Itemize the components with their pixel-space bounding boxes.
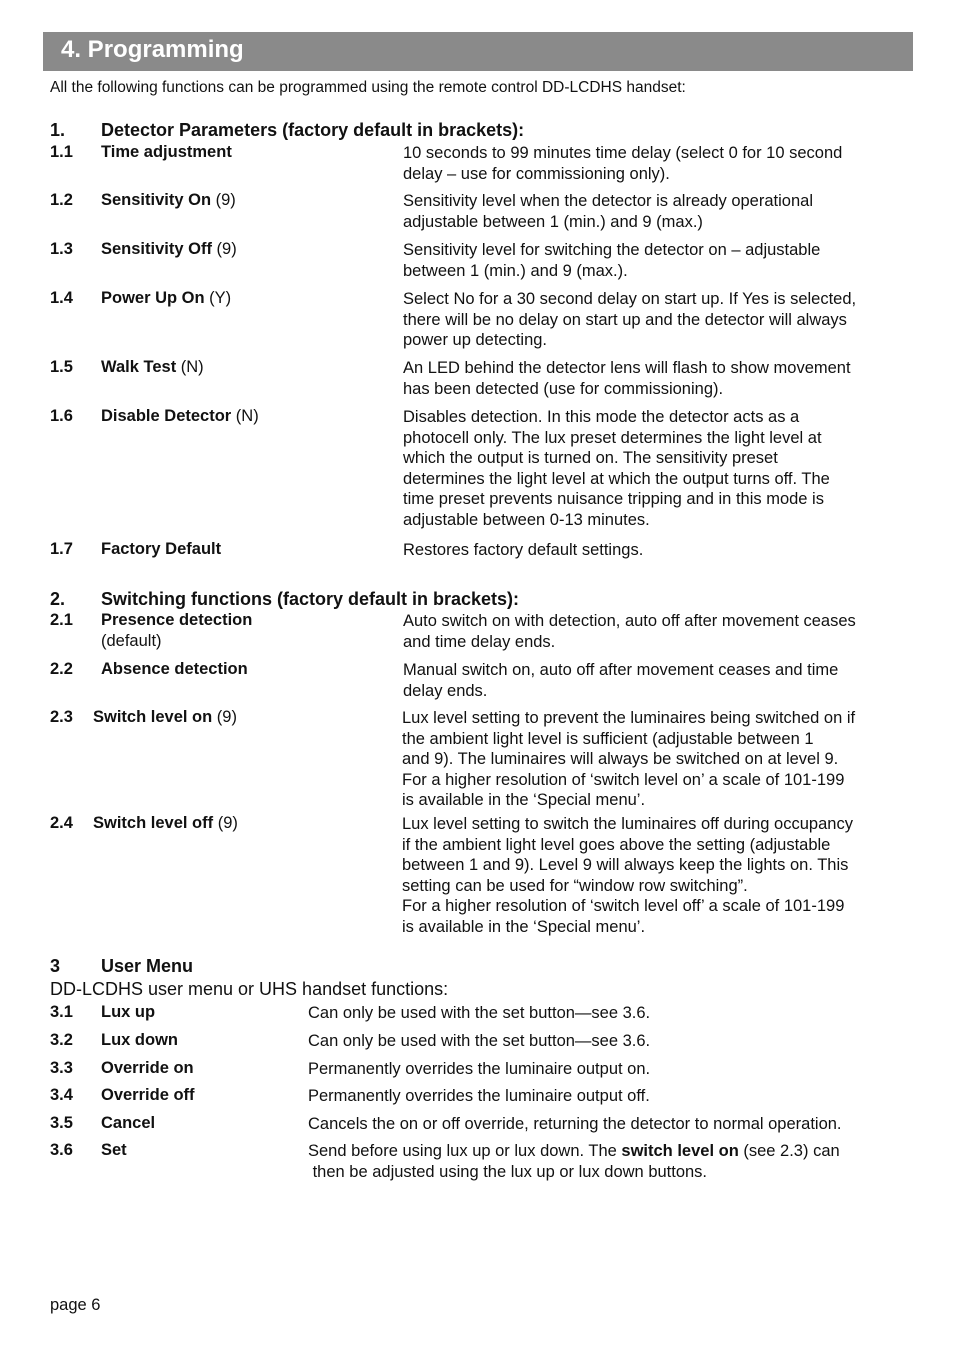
section-2-number: 2. [50, 589, 66, 609]
section-3-number: 3 [50, 956, 61, 976]
item-default-value: (N) [176, 358, 204, 376]
menu-item-number: 3.6 [50, 1141, 73, 1159]
section-2-title: Switching functions (factory default in brackets): [101, 589, 520, 609]
section-heading-bar [43, 32, 913, 71]
item-number: 2.2 [50, 660, 73, 678]
item-default-value: (Y) [204, 289, 232, 307]
item-label-text: Walk Test [101, 358, 177, 376]
item-label [101, 191, 236, 210]
menu-item-label: Lux down [101, 1031, 178, 1049]
item-default-value: (9) [211, 240, 237, 258]
section-3-title: User Menu [101, 956, 194, 976]
item-number: 1.6 [50, 407, 73, 425]
menu-item-label: Override on [101, 1059, 194, 1077]
item-description: Select No for a 30 second delay on start up. If Yes is selected, there will be no delay on start up and the detector will always power up detecting. [403, 290, 857, 349]
menu-item-label: Set [101, 1141, 127, 1159]
description-text: Send before using lux up or lux down. The [308, 1142, 622, 1160]
page-number: page 6 [50, 1296, 101, 1314]
menu-item-label: Lux up [101, 1003, 156, 1021]
item-label [101, 240, 237, 259]
item-description: Lux level setting to prevent the luminaires being switched on if the ambient light level is sufficient (adjustable between 1 and 9). The luminaires will always be switched on at level 9. For a higher resolution of ‘switch level on’ a scale of 101-199 is available in the ‘Special menu’. [402, 709, 856, 809]
menu-item-number: 3.4 [50, 1086, 73, 1104]
section-3-subtitle: DD-LCDHS user menu or UHS handset functions: [50, 979, 449, 999]
item-label [101, 407, 259, 426]
item-label [101, 289, 231, 308]
menu-item-label: Cancel [101, 1114, 156, 1132]
item-label-text: Power Up On [101, 289, 205, 307]
menu-item-description: Can only be used with the set button—see 3.6. [308, 1032, 651, 1050]
item-label-text: Sensitivity Off [101, 240, 212, 258]
item-default-value: (N) [231, 407, 259, 425]
menu-item-number: 3.2 [50, 1031, 73, 1049]
menu-item-number: 3.5 [50, 1114, 73, 1132]
item-number: 1.4 [50, 289, 73, 307]
menu-item-description: Permanently overrides the luminaire output off. [308, 1087, 650, 1105]
item-label-text: Disable Detector [101, 407, 232, 425]
menu-item-description: Cancels the on or off override, returning the detector to normal operation. [308, 1115, 842, 1133]
item-label-text: Factory Default [101, 540, 222, 558]
description-text: (see 2.3) can [738, 1142, 840, 1160]
item-default-value: (9) [213, 814, 238, 832]
item-description: Manual switch on, auto off after movement ceases and time delay ends. [403, 661, 839, 700]
item-description: Restores factory default settings. [403, 541, 644, 559]
item-number: 1.5 [50, 358, 73, 376]
item-label [93, 708, 237, 727]
item-description: Sensitivity level for switching the detector on – adjustable between 1 (min.) and 9 (max.). [403, 241, 821, 280]
item-number: 2.1 [50, 611, 73, 629]
item-description: Lux level setting to switch the luminaires off during occupancy if the ambient light level goes above the setting (adjustable between 1 and 9). Level 9 will always keep the lights on. This setting can be used for “window row switching”. For a higher resolution of ‘switch level off’ a scale of 101-199 is available in the ‘Special menu’. [402, 815, 853, 936]
item-default-value: (9) [211, 191, 236, 209]
item-description: Sensitivity level when the detector is already operational adjustable between 1 (min.) and 9 (max.) [403, 192, 813, 231]
section-1-number: 1. [50, 120, 66, 140]
item-description: Auto switch on with detection, auto off after movement ceases and time delay ends. [403, 612, 856, 651]
item-number: 2.3 [50, 708, 73, 726]
item-label-text: Time adjustment [101, 143, 232, 161]
item-default-value: (9) [212, 708, 237, 726]
item-label [101, 611, 252, 630]
item-label [101, 143, 232, 162]
item-number: 1.1 [50, 143, 73, 161]
menu-item-description: Can only be used with the set button—see 3.6. [308, 1004, 651, 1022]
page-title: 4. Programming [61, 36, 244, 63]
item-label-text: Switch level off [93, 814, 214, 832]
item-number: 2.4 [50, 814, 73, 832]
item-label-text: Sensitivity On [101, 191, 212, 209]
item-label [101, 540, 221, 559]
menu-item-number: 3.3 [50, 1059, 73, 1077]
item-description: 10 seconds to 99 minutes time delay (select 0 for 10 second delay – use for commissioning only). [403, 144, 843, 183]
menu-item-number: 3.1 [50, 1003, 73, 1021]
item-label-text: Absence detection [101, 660, 248, 678]
section-1-title: Detector Parameters (factory default in brackets): [101, 120, 525, 140]
item-label-text: Switch level on [93, 708, 213, 726]
intro-text: All the following functions can be programmed using the remote control DD-LCDHS handset: [50, 79, 686, 96]
item-label [101, 660, 248, 679]
description-bold-term: switch level on [621, 1142, 739, 1160]
item-label-note: (default) [101, 632, 162, 650]
item-label [101, 358, 204, 377]
item-description: An LED behind the detector lens will flash to show movement has been detected (use for commissioning). [403, 359, 851, 398]
menu-item-description [308, 1141, 928, 1162]
item-number: 1.2 [50, 191, 73, 209]
menu-item-description: Permanently overrides the luminaire output on. [308, 1060, 651, 1078]
menu-item-description-line2: then be adjusted using the lux up or lux down buttons. [308, 1163, 708, 1181]
item-label-text: Presence detection [101, 611, 253, 629]
item-number: 1.3 [50, 240, 73, 258]
menu-item-label: Override off [101, 1086, 195, 1104]
item-label [93, 814, 238, 833]
item-number: 1.7 [50, 540, 73, 558]
item-description: Disables detection. In this mode the detector acts as a photocell only. The lux preset determines the light level at which the output is turned on. The sensitivity preset determines the light level at which the output turns off. The time preset prevents nuisance tripping and in this mode is adjustable between 0-13 minutes. [403, 408, 830, 529]
